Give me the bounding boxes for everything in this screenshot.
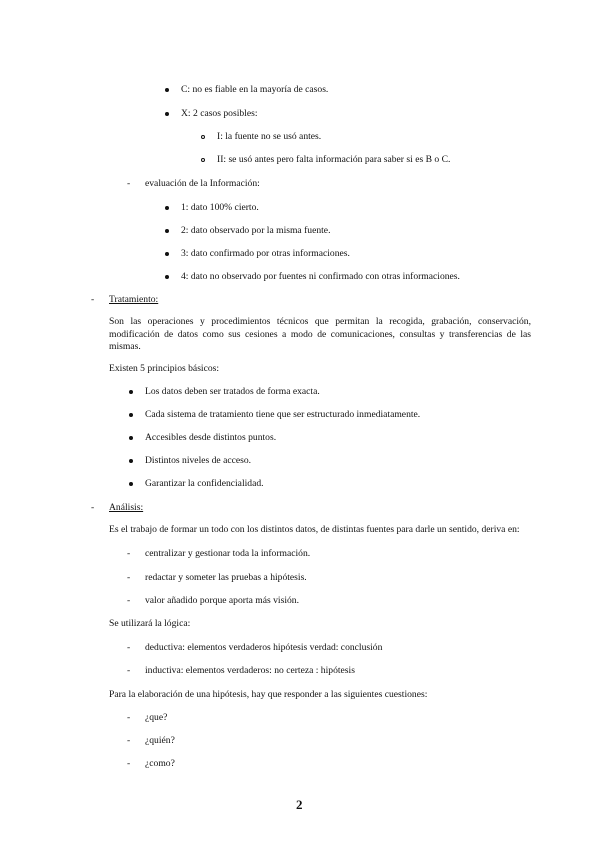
dash-marker: - <box>127 595 131 606</box>
eval-info-item: 2: dato observado por la misma fuente. <box>181 225 331 236</box>
eval-x: X: 2 casos posibles: <box>181 108 258 119</box>
question-item: ¿quién? <box>145 735 175 746</box>
deriva-item: redactar y someter las pruebas a hipótesis. <box>145 572 307 583</box>
eval-x-ii: II: se usó antes pero falta información para saber si es B o C. <box>217 154 451 165</box>
hipotesis-intro: Para la elaboración de una hipótesis, hay que responder a las siguientes cuestiones: <box>109 689 428 700</box>
analisis-heading: Análisis: <box>109 502 144 513</box>
eval-x-i: I: la fuente no se usó antes. <box>217 131 322 142</box>
bullet-circle <box>201 135 205 139</box>
deriva-item: valor añadido porque aporta más visión. <box>145 595 299 606</box>
dash-marker: - <box>91 502 95 513</box>
dash-marker: - <box>127 712 131 723</box>
principio-item: Los datos deben ser tratados de forma exacta. <box>145 386 320 397</box>
dash-marker: - <box>127 642 131 653</box>
principio-item: Cada sistema de tratamiento tiene que ser estructurado inmediatamente. <box>145 409 421 420</box>
eval-info-item: 1: dato 100% cierto. <box>181 202 259 213</box>
bullet-dot <box>129 459 133 463</box>
bullet-dot <box>129 390 133 394</box>
bullet-dot <box>129 482 133 486</box>
logica-item: deductiva: elementos verdaderos hipótesis verdad: conclusión <box>145 642 383 653</box>
tratamiento-heading: Tratamiento: <box>109 294 159 305</box>
dash-marker: - <box>127 548 131 559</box>
bullet-circle <box>201 158 205 162</box>
bullet-dot <box>165 229 169 233</box>
principios-intro: Existen 5 principios básicos: <box>109 363 220 374</box>
question-item: ¿que? <box>145 712 168 723</box>
principio-item: Garantizar la confidencialidad. <box>145 478 264 489</box>
logica-item: inductiva: elementos verdaderos: no certeza : hipótesis <box>145 665 355 676</box>
bullet-dot <box>129 413 133 417</box>
eval-info-item: 4: dato no observado por fuentes ni confirmado con otras informaciones. <box>181 271 460 282</box>
bullet-dot <box>129 436 133 440</box>
dash-marker: - <box>127 665 131 676</box>
bullet-dot <box>165 275 169 279</box>
principio-item: Accesibles desde distintos puntos. <box>145 432 277 443</box>
bullet-dot <box>165 112 169 116</box>
bullet-dot <box>165 206 169 210</box>
deriva-item: centralizar y gestionar toda la información. <box>145 548 311 559</box>
dash-marker: - <box>127 178 131 189</box>
page-number: 2 <box>296 797 303 812</box>
bullet-dot <box>165 252 169 256</box>
logica-intro: Se utilizará la lógica: <box>109 618 191 629</box>
eval-c: C: no es fiable en la mayoría de casos. <box>181 84 329 95</box>
question-item: ¿como? <box>145 758 175 769</box>
eval-info-item: 3: dato confirmado por otras informaciones. <box>181 248 350 259</box>
dash-marker: - <box>91 294 95 305</box>
eval-info-title: evaluación de la Información: <box>145 178 260 189</box>
analisis-paragraph: Es el trabajo de formar un todo con los distintos datos, de distintas fuentes para darle un sentido, deriva en: <box>109 524 520 535</box>
dash-marker: - <box>127 758 131 769</box>
dash-marker: - <box>127 572 131 583</box>
dash-marker: - <box>127 735 131 746</box>
principio-item: Distintos niveles de acceso. <box>145 455 252 466</box>
tratamiento-paragraph: Son las operaciones y procedimientos técnicos que permitan la recogida, grabación, conservación, modificación de datos como sus cesiones a modo de comunicaciones, consultas y transferencias de las mismas. <box>109 316 531 352</box>
bullet-dot <box>165 88 169 92</box>
